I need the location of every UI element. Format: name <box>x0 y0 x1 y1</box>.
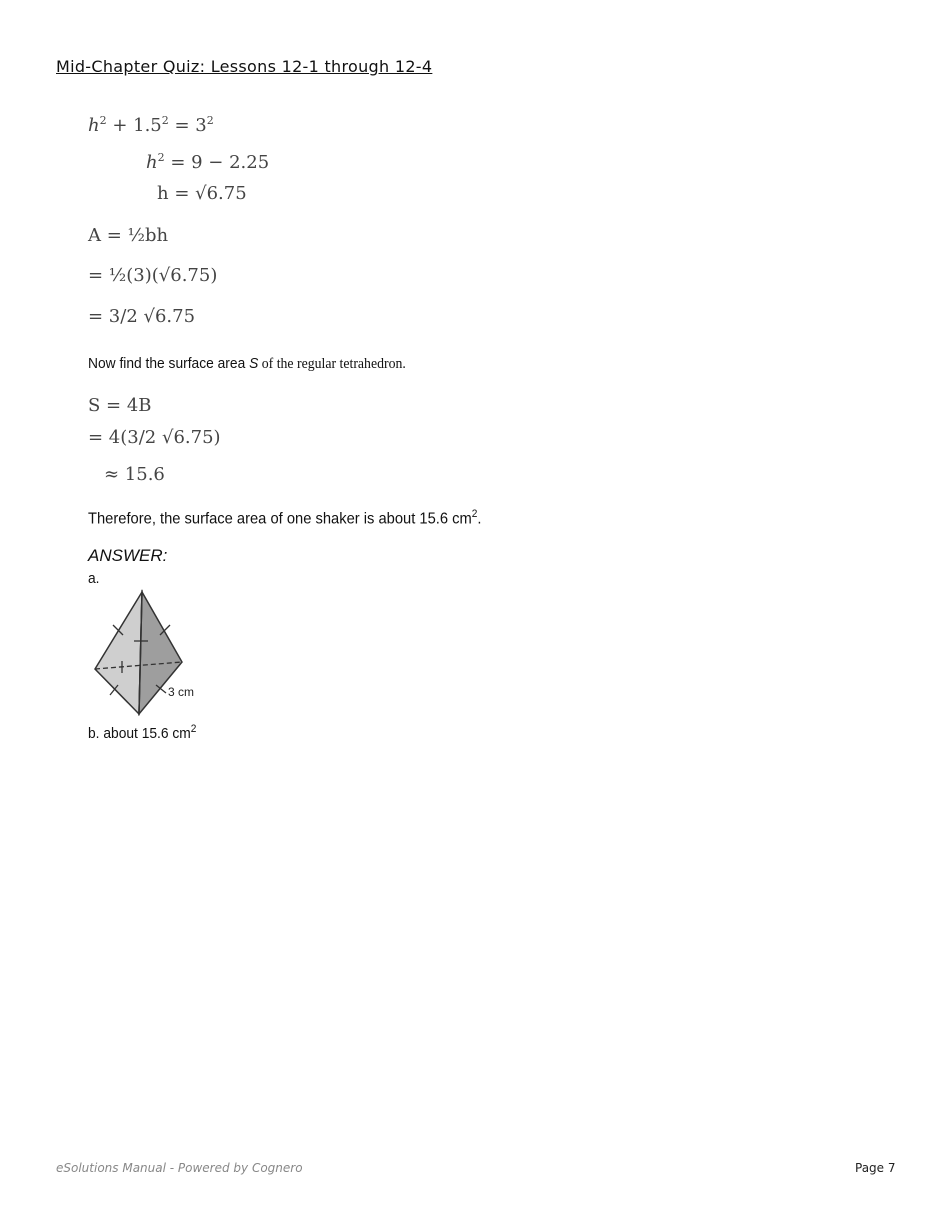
answer-b: b. about 15.6 $cm^2$ <box>88 723 197 742</box>
page-header: Mid-Chapter Quiz: Lessons 12-1 through 12-4 <box>56 57 433 76</box>
equation-3: h = √6.75 <box>157 183 247 204</box>
paragraph-conclusion: Therefore, the surface area of one shaker is about 15.6 $cm^2$. <box>88 508 482 528</box>
equation-2: $h^2 = 9 - 2.25$ <box>146 151 270 173</box>
equation-7: S = 4B <box>88 395 152 416</box>
equation-9: ≈ 15.6 <box>104 464 165 485</box>
equation-8: = 4(3/2 √6.75) <box>88 427 221 448</box>
equation-4: A = ½bh <box>88 225 169 246</box>
equation-5: = ½(3)(√6.75) <box>88 265 218 286</box>
tetrahedron-figure <box>88 585 218 720</box>
equation-1: $h^2 + 1.5^2 = 3^2$ <box>88 114 214 136</box>
equation-6: = 3/2 √6.75 <box>88 306 196 327</box>
edge-length-label: 3 cm <box>168 685 195 699</box>
answer-label: ANSWER: <box>88 546 168 565</box>
footer-publisher: eSolutions Manual - Powered by Cognero <box>56 1161 303 1175</box>
page-number: Page 7 <box>855 1161 896 1175</box>
answer-a-label: a. <box>88 570 100 587</box>
paragraph-surface-area: Now find the surface area S of the regular tetrahedron. <box>88 355 406 372</box>
